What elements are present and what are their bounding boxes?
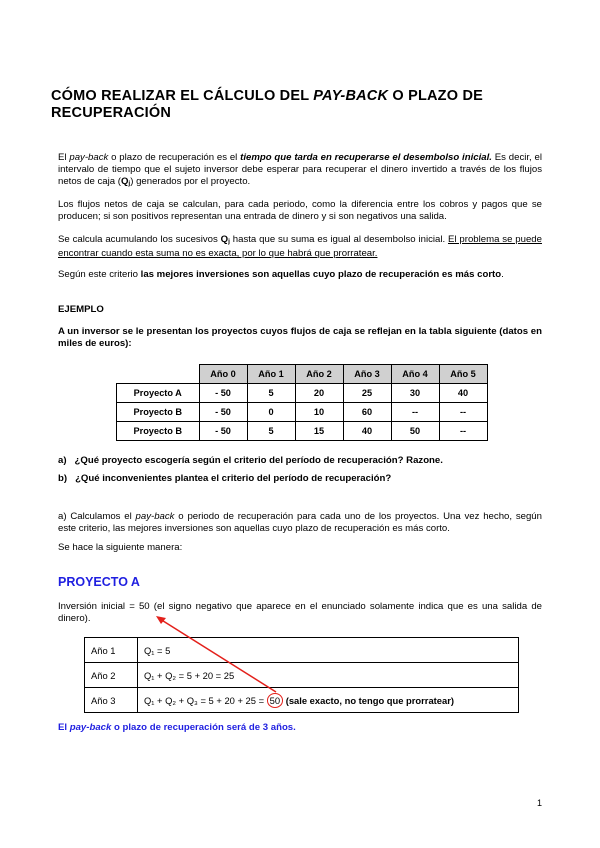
table-cell: -- [391,403,439,422]
table-header-cell: Año 5 [439,365,487,384]
page-title: CÓMO REALIZAR EL CÁLCULO DEL PAY-BACK O PLAZO DE RECUPERACIÓN [51,88,483,121]
table-cell: - 50 [199,384,247,403]
year-cell: Año 3 [85,688,138,713]
circled-total: 50 [267,693,283,708]
formula-cell: Q₁ = 5 [138,638,519,663]
row-label: Proyecto B [117,403,200,422]
accumulation-paragraph: Se calcula acumulando los sucesivos Qj hasta que su suma es igual al desembolso inicial. El problema se puede encontrar cuando esta suma no es exacta, por lo que habrá que prorratear. [58,234,542,260]
table-header-cell: Año 1 [247,365,295,384]
year-cell: Año 1 [85,638,138,663]
example-statement: A un inversor se le presentan los proyectos cuyos flujos de caja se reflejan en la tabla siguiente (datos en miles de euros): [58,326,542,350]
year-cell: Año 2 [85,663,138,688]
arrow-head [156,616,166,624]
row-label: Proyecto B [117,422,200,441]
table-cell: 40 [439,384,487,403]
method-line: Se hace la siguiente manera: [58,542,183,553]
table-cell: 30 [391,384,439,403]
row-label: Proyecto A [117,384,200,403]
question-a: a) ¿Qué proyecto escogería según el criterio del período de recuperación? Razone. [58,455,443,466]
table-header-cell: Año 2 [295,365,343,384]
table-cell: - 50 [199,422,247,441]
page-number: 1 [537,798,543,808]
formula-cell: Q₁ + Q₂ = 5 + 20 = 25 [138,663,519,688]
table-cell: -- [439,422,487,441]
criterion-paragraph: Según este criterio las mejores inversiones son aquellas cuyo plazo de recuperación es más corto. [58,269,504,280]
table-cell: 5 [247,384,295,403]
initial-investment-line: Inversión inicial = 50 (el signo negativo que aparece en el enunciado solamente indica que es una salida de dinero). [58,601,542,625]
table-cell: 50 [391,422,439,441]
table-cell: 25 [343,384,391,403]
table-cell: 5 [247,422,295,441]
answer-paragraph: a) Calculamos el pay-back o periodo de recuperación para cada uno de los proyectos. Una vez hecho, según este criterio, las mejores inversiones son aquellas cuyo plazo de recuperación es más corto. [58,511,542,535]
intro-paragraph: El pay-back o plazo de recuperación es el tiempo que tarda en recuperarse el desembolso inicial. Es decir, el intervalo de tiempo que el sujeto inversor debe esperar para recuperar el dinero invertido a través de los flujos netos de caja (Qj) generados por el proyecto. [58,152,543,188]
question-b: b) ¿Qué inconvenientes plantea el criterio del período de recuperación? [58,473,392,484]
table-header-cell: Año 3 [343,365,391,384]
table-cell: 60 [343,403,391,422]
formula-cell: Q₁ + Q₂ + Q₃ = 5 + 20 + 25 = 50 (sale exacto, no tengo que prorratear) [138,688,519,713]
arrow-line [160,619,276,692]
table-cell: 20 [295,384,343,403]
cashflow-paragraph: Los flujos netos de caja se calculan, para cada periodo, como la diferencia entre los cobros y pagos que se producen; si son positivos representan una entrada de dinero y si son negativos una salida. [58,199,542,223]
table-cell: 10 [295,403,343,422]
table-cell: 0 [247,403,295,422]
table-header-cell: Año 0 [199,365,247,384]
table-cell: 15 [295,422,343,441]
table-cell: 40 [343,422,391,441]
table-cell: -- [439,403,487,422]
table-header-cell: Año 4 [391,365,439,384]
example-heading: EJEMPLO [58,304,104,315]
table-cell: - 50 [199,403,247,422]
conclusion-line: El pay-back o plazo de recuperación será de 3 años. [58,722,296,733]
project-a-heading: PROYECTO A [58,575,140,589]
